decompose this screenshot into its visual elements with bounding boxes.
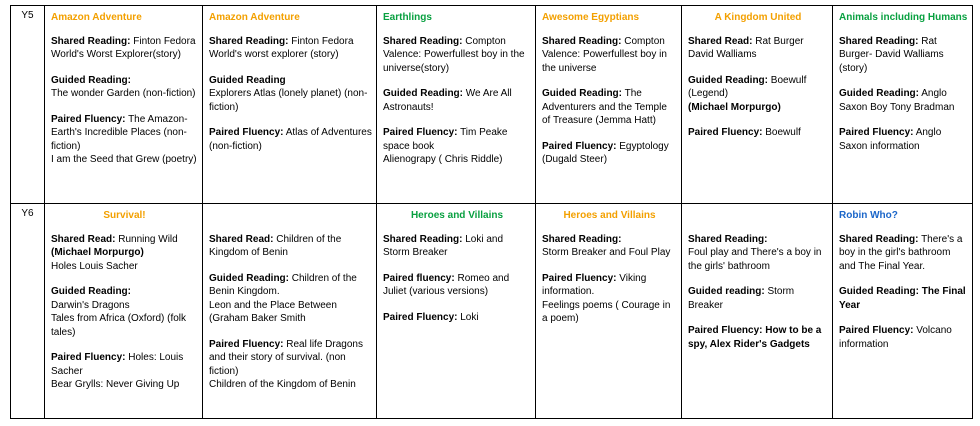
reading-paragraph: Shared Reading: Finton Fedora World's worst explorer (story) [209, 35, 354, 60]
reading-paragraph: Shared Reading: There's a boy in the girl's bathroom and The Final Year. [839, 233, 963, 272]
topic-cell [536, 204, 682, 419]
reading-paragraph: Shared Reading: Finton Fedora World's Worst Explorer(story) [51, 35, 196, 60]
reading-paragraph: Paired fluency: Romeo and Juliet (various versions) [383, 272, 510, 297]
topic-cell [833, 204, 973, 419]
reading-paragraph: Paired Fluency: Atlas of Adventures (non-fiction) [209, 127, 372, 152]
reading-paragraph: Shared Reading: Loki and Storm Breaker [383, 233, 504, 258]
reading-paragraph: Guided Reading: The wonder Garden (non-fiction) [51, 74, 196, 99]
topic-cell [682, 6, 833, 204]
reading-paragraph: Guided Reading: Darwin's Dragons Tales from Africa (Oxford) (folk tales) [51, 286, 187, 338]
reading-paragraph: Paired Fluency: How to be a spy, Alex Rider's Gadgets [688, 325, 822, 350]
year-row-y6 [11, 204, 973, 419]
reading-paragraph: Paired Fluency: Loki [383, 311, 479, 323]
topic-title: Animals including Humans [839, 12, 968, 23]
year-label: Y5 [11, 6, 45, 204]
reading-paragraph: Shared Read: Rat Burger David Walliams [688, 35, 804, 60]
reading-paragraph: Paired Fluency: Volcano information [839, 325, 952, 350]
topic-cell [203, 6, 377, 204]
topic-title: A Kingdom United [714, 12, 802, 23]
reading-paragraph: Guided Reading: The Adventurers and the Temple of Treasure (Jemma Hatt) [542, 88, 667, 126]
reading-paragraph: Guided Reading: We Are All Astronauts! [383, 88, 512, 113]
reading-paragraph: Guided Reading Explorers Atlas (lonely planet) (non-fiction) [209, 74, 368, 113]
reading-paragraph: Guided Reading: Children of the Benin Kingdom. Leon and the Place Between (Graham Baker Smith [209, 272, 357, 324]
topic-cell [203, 204, 377, 419]
reading-paragraph: Shared Reading: Compton Valence: Powerfullest boy in the universe(story) [383, 35, 525, 74]
topic-cell [45, 204, 203, 419]
topic-title: Earthlings [383, 12, 432, 23]
reading-paragraph: Shared Reading: Compton Valence: Powerfullest boy in the universe [542, 35, 667, 74]
reading-paragraph: Paired Fluency: Boewulf [688, 127, 801, 138]
reading-paragraph: Shared Reading: Rat Burger- David Walliams (story) [839, 35, 944, 74]
topic-cell [45, 6, 203, 204]
year-label: Y6 [11, 204, 45, 419]
reading-paragraph: Shared Read: Children of the Kingdom of Benin [209, 233, 342, 258]
reading-paragraph: Paired Fluency: Real life Dragons and their story of survival. (non fiction) Children of the Kingdom of Benin [209, 338, 363, 390]
reading-paragraph: Shared Reading: Foul play and There's a boy in the girls' bathroom [688, 233, 822, 272]
reading-paragraph: Paired Fluency: Viking information. Feelings poems ( Courage in a poem) [542, 272, 671, 324]
reading-paragraph: Shared Reading: Storm Breaker and Foul Play [542, 233, 671, 258]
reading-paragraph: Paired Fluency: Holes: Louis Sacher Bear Grylls: Never Giving Up [51, 352, 184, 390]
topic-title: Survival! [103, 210, 146, 221]
topic-cell [536, 6, 682, 204]
reading-paragraph: Guided Reading: Anglo Saxon Boy Tony Bradman [839, 88, 955, 113]
reading-paragraph: Paired Fluency: Tim Peake space book Alienograpy ( Chris Riddle) [383, 127, 508, 165]
topic-cell [377, 204, 536, 419]
reading-plan-table [10, 5, 973, 419]
topic-title: Robin Who? [839, 210, 898, 221]
topic-title: Awesome Egyptians [542, 12, 640, 23]
topic-title: Amazon Adventure [51, 12, 142, 23]
topic-title: Heroes and Villains [563, 210, 656, 221]
topic-title [209, 209, 372, 223]
reading-paragraph: Paired Fluency: Anglo Saxon information [839, 127, 942, 152]
reading-paragraph: Guided Reading: Boewulf (Legend) (Michael Morpurgo) [688, 74, 807, 113]
topic-cell [833, 6, 973, 204]
reading-paragraph: Shared Read: Running Wild (Michael Morpurgo) Holes Louis Sacher [51, 233, 178, 272]
topic-cell [682, 204, 833, 419]
topic-title: Heroes and Villains [410, 210, 504, 221]
reading-paragraph: Paired Fluency: Egyptology (Dugald Steer) [542, 140, 669, 165]
reading-paragraph: Paired Fluency: The Amazon- Earth's Incredible Places (non-fiction) I am the Seed that Grew (poetry) [51, 113, 197, 165]
reading-paragraph: Guided Reading: The Final Year [839, 286, 966, 311]
topic-cell [377, 6, 536, 204]
topic-title [688, 209, 828, 223]
year-row-y5 [11, 6, 973, 204]
topic-title: Amazon Adventure [209, 12, 300, 23]
reading-paragraph: Guided reading: Storm Breaker [688, 286, 795, 311]
